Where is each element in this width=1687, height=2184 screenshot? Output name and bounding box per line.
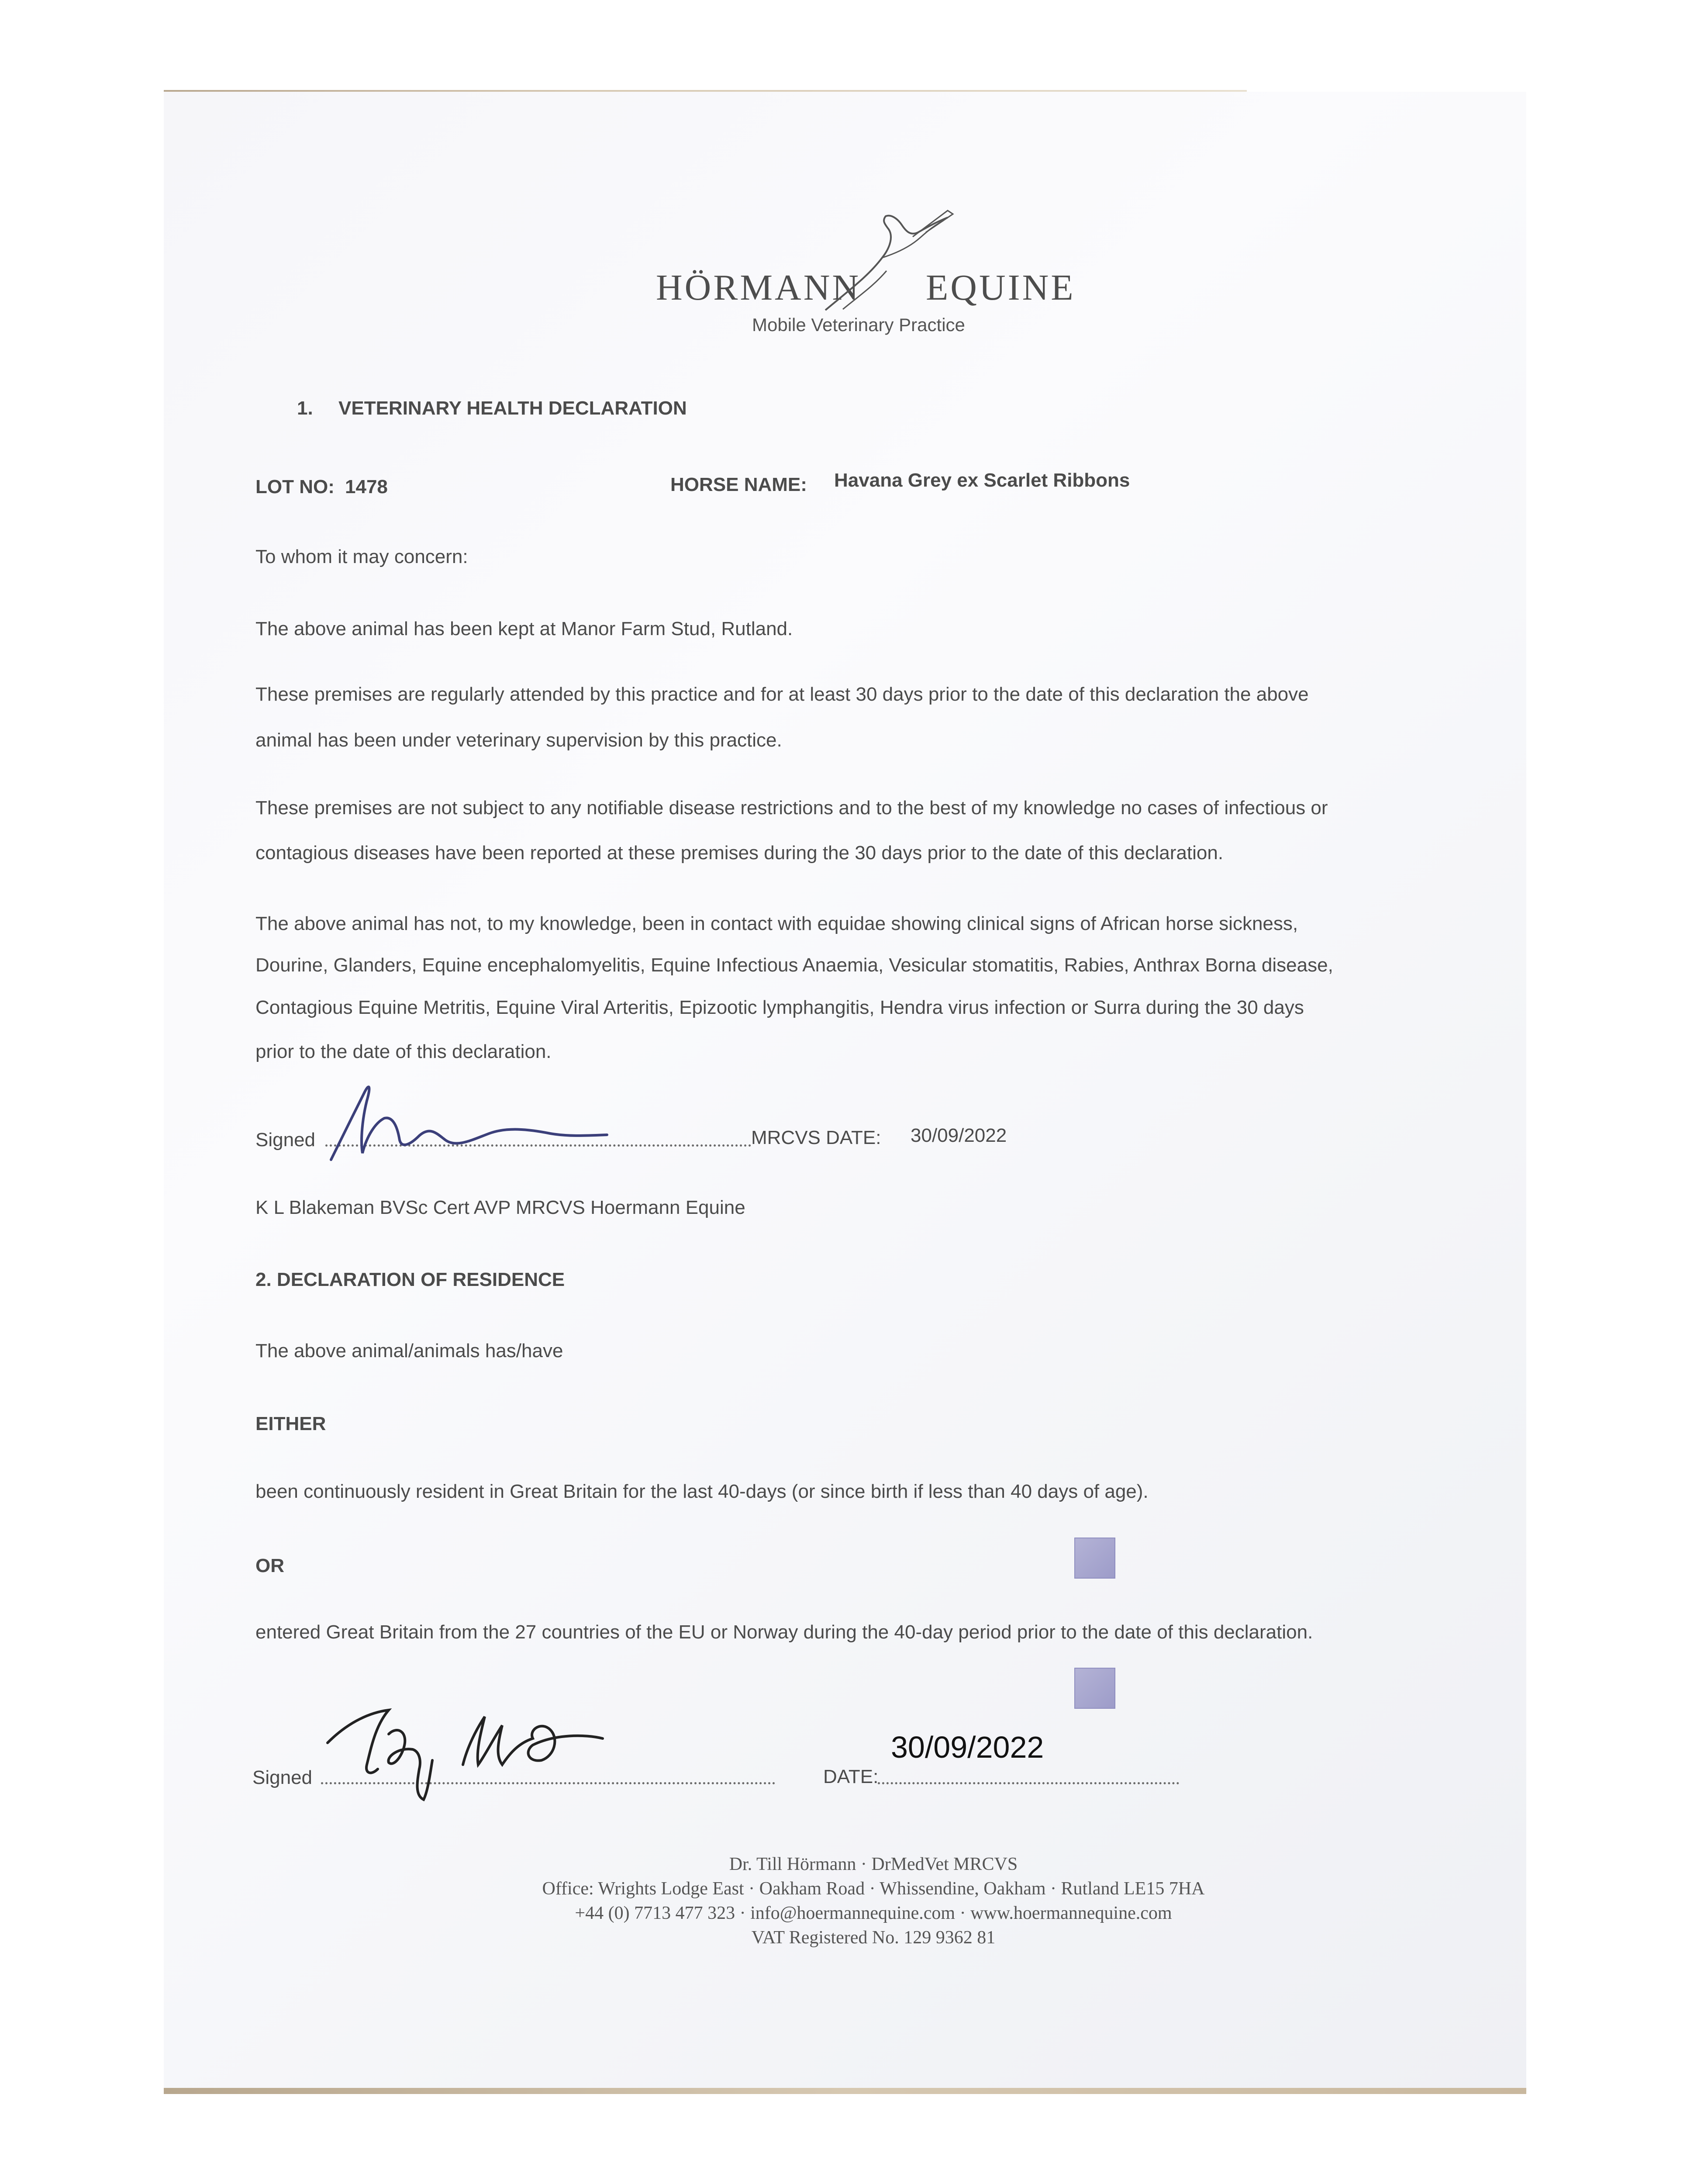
signatory-name: K L Blakeman BVSc Cert AVP MRCVS Hoermann Equine [255, 1197, 745, 1218]
signature-2 [323, 1690, 611, 1804]
paragraph-3-line-1: These premises are not subject to any notifiable disease restrictions and to the best of my knowledge no cases of infectious or [255, 797, 1328, 819]
horse-name-value: Havana Grey ex Scarlet Ribbons [834, 470, 1130, 491]
date-label-2: DATE: [823, 1766, 879, 1787]
signed-label-2: Signed [252, 1767, 313, 1788]
paragraph-4-line-3: Contagious Equine Metritis, Equine Viral Arteritis, Epizootic lymphangitis, Hendra virus infection or Surra during the 30 days [255, 997, 1304, 1018]
signature-1 [323, 1075, 629, 1166]
logo-word-right: EQUINE [926, 267, 1076, 308]
signed-label-1: Signed [255, 1129, 316, 1151]
section1-title: VETERINARY HEALTH DECLARATION [338, 397, 687, 419]
paper-bottom-edge [164, 2088, 1526, 2094]
paragraph-2-line-1: These premises are regularly attended by this practice and for at least 30 days prior to the date of this declaration the above [255, 684, 1309, 705]
horse-name-label: HORSE NAME: [670, 474, 807, 495]
option-2-checkbox[interactable] [1074, 1668, 1115, 1709]
footer-line-1: Dr. Till Hörmann · DrMedVet MRCVS [729, 1854, 1018, 1874]
mrcvs-date-value: 30/09/2022 [911, 1125, 1007, 1146]
lot-label: LOT NO: [255, 476, 335, 498]
paragraph-4-line-1: The above animal has not, to my knowledge, been in contact with equidae showing clinical signs of African horse sickness, [255, 913, 1298, 934]
residence-option-1: been continuously resident in Great Britain for the last 40-days (or since birth if less than 40 days of age). [255, 1481, 1149, 1502]
lot-value: 1478 [345, 476, 388, 498]
section1-number: 1. [297, 397, 313, 419]
or-label: OR [255, 1555, 284, 1576]
footer-line-4: VAT Registered No. 129 9362 81 [751, 1928, 996, 1948]
section2-intro: The above animal/animals has/have [255, 1340, 563, 1362]
date-value-2: 30/09/2022 [891, 1730, 1044, 1764]
letterhead-footer [393, 1852, 1354, 1950]
paragraph-1: The above animal has been kept at Manor Farm Stud, Rutland. [255, 618, 793, 639]
salutation: To whom it may concern: [255, 546, 468, 567]
option-1-checkbox[interactable] [1074, 1538, 1115, 1579]
either-label: EITHER [255, 1413, 326, 1434]
logo-subtitle: Mobile Veterinary Practice [752, 314, 965, 335]
mrcvs-date-label: MRCVS DATE: [751, 1127, 881, 1148]
paragraph-2-line-2: animal has been under veterinary supervision by this practice. [255, 729, 782, 751]
logo-word-left: HÖRMANN [656, 267, 861, 308]
paragraph-4-line-2: Dourine, Glanders, Equine encephalomyelitis, Equine Infectious Anaemia, Vesicular stomatitis, Rabies, Anthrax Borna disease, [255, 954, 1333, 976]
residence-option-2: entered Great Britain from the 27 countries of the EU or Norway during the 40-day period prior to the date of this declaration. [255, 1621, 1313, 1643]
date-line-2 [878, 1782, 1179, 1784]
section2-title: 2. DECLARATION OF RESIDENCE [255, 1269, 565, 1290]
paragraph-3-line-2: contagious diseases have been reported at these premises during the 30 days prior to the date of this declaration. [255, 842, 1224, 864]
company-logo [642, 205, 1076, 349]
footer-line-3: +44 (0) 7713 477 323 · info@hoermannequine.com · www.hoermannequine.com [575, 1903, 1172, 1923]
footer-line-2: Office: Wrights Lodge East · Oakham Road · Whissendine, Oakham · Rutland LE15 7HA [542, 1879, 1205, 1899]
paragraph-4-line-4: prior to the date of this declaration. [255, 1041, 552, 1062]
